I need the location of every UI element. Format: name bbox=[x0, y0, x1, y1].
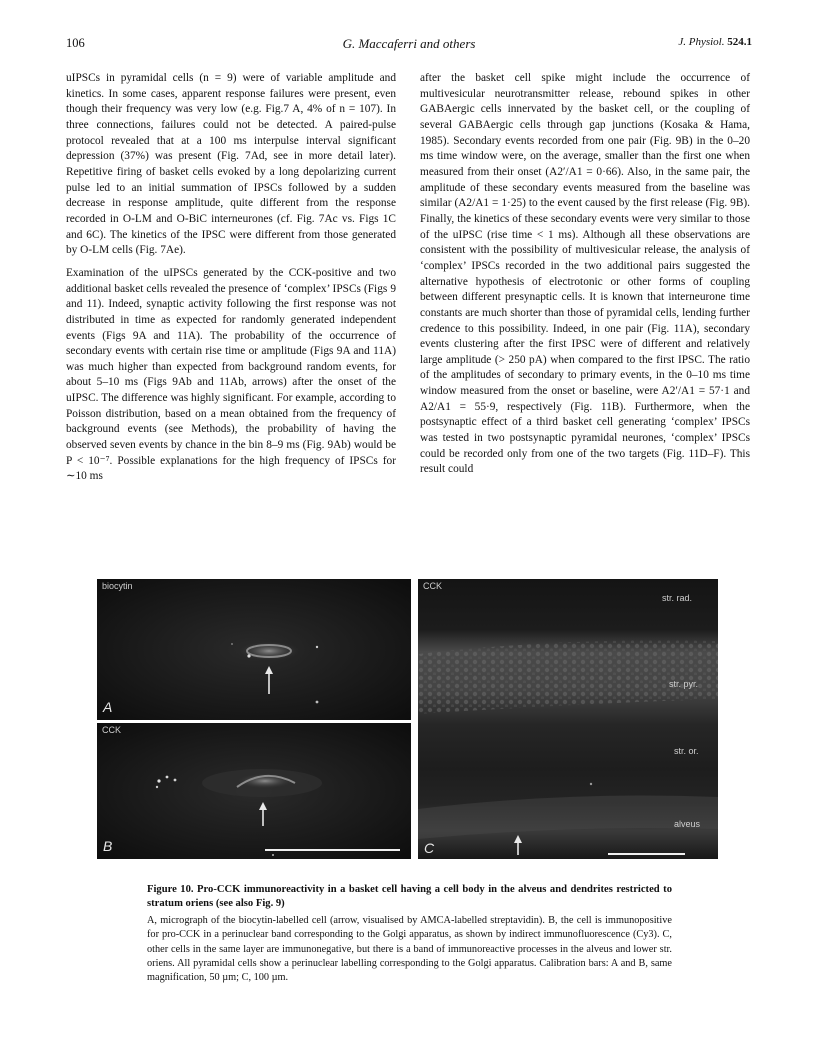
journal-reference bbox=[678, 36, 752, 48]
layer-label-str-rad: str. rad. bbox=[662, 593, 693, 603]
panel-b-letter: B bbox=[103, 838, 113, 854]
running-head: G. Maccaferri and others bbox=[342, 36, 476, 51]
micrograph-b-image bbox=[97, 723, 411, 859]
body-paragraph: uIPSCs in pyramidal cells (n = 9) were of variable amplitude and kinetics. In some cases, apparent response failures were present, even though their frequency was very low (e.g. Fig.7 A, 4% of n = 107). In three connections, failures could not be detected. A paired-pulse protocol revealed that at a 100 ms interpulse interval significant depression (37%) was present (Fig. 7Ad, see in more detail later). Repetitive firing of basket cells evoked by a long depolarizing current pulse led to an initial summation of IPSCs followed by a sudden decrease in response amplitude, quite different from the response recorded in O-LM and O-BiC interneurones (cf. Fig. 7Ac vs. Figs 1C and 6C). The kinetics of the IPSC were different from those generated by O-LM cells (Fig. 7Ae). bbox=[66, 72, 396, 257]
micrograph-panel-c bbox=[418, 579, 718, 859]
micrograph-panel-a bbox=[97, 579, 411, 720]
panel-c-label: CCK bbox=[423, 581, 443, 591]
layer-label-str-pyr: str. pyr. bbox=[669, 679, 699, 689]
left-text-column bbox=[66, 71, 396, 485]
layer-label-str-or: str. or. bbox=[674, 746, 699, 756]
journal-volume: 524.1 bbox=[727, 36, 752, 48]
page-number: 106 bbox=[66, 36, 85, 50]
body-paragraph: Examination of the uIPSCs generated by the CCK-positive and two additional basket cells revealed the presence of ‘complex’ IPSCs (Figs 9 and 11). Indeed, synaptic activity following the first response was not distributed in time as expected for randomly generated independent events (Figs 9A and 11A). The probability of the occurrence of secondary events with certain rise time or amplitude (Figs 9A and 11A) was much higher than expected from background random events, for about 5–10 ms (Figs 9Ab and 11Ab, arrows) after the onset of the uIPSC. The difference was highly significant. For example, according to Poisson distribution, based on a mean obtained from the frequency of background events (see Methods), the probability of having the observed seven events by chance in the bin 8–9 ms (Fig. 9Ab) would be P < 10⁻⁷. Possible explanations for the high frequency of IPSCs for ∼10 ms bbox=[66, 266, 396, 483]
layer-label-alveus: alveus bbox=[674, 819, 701, 829]
right-text-column bbox=[420, 71, 750, 478]
micrograph-c-image bbox=[418, 579, 718, 859]
micrograph-a-image bbox=[97, 579, 411, 720]
page-header bbox=[66, 36, 752, 52]
body-paragraph: after the basket cell spike might include the occurrence of multivesicular neurotransmitter release, rebound spikes in other GABAergic cells innervated by the basket cell, or the coupling of several GABAergic cells through gap junctions (Kosaka & Hama, 1985). Secondary events recorded from one pair (Fig. 9B) in the 0–20 ms time window were, on the average, smaller than the first one when measured from their onset (A2′/A1 = 0·66). Also, in the same pair, the amplitude of these secondary events measured from the baseline was similar (A2/A1 = 1·25) to the event caused by the first release (Fig. 9B). Finally, the kinetics of these secondary events were very similar to those of the uIPSC (rise time < 1 ms). Although all these observations are consistent with the possibility of multivesicular release, the analysis of ‘complex’ IPSCs recorded in the two additional pairs suggested the alternative hypothesis of electrotonic or other forms of coupling between different presynaptic cells. It is known that interneurone time constants are much shorter than those of pyramidal cells, lending further credence to this possibility. Indeed, in one pair (Fig. 11A), secondary events clustering after the first IPSC were of different and relatively large amplitude (> 250 pA) when compared to the first IPSC. The ratio of the amplitudes of secondary to primary events, in the 0–10 ms time window measured from the onset or baseline, were A2′/A1 = 57·1 and A2/A1 = 55·9, respectively (Fig. 11B). Furthermore, when the postsynaptic effect of a third basket cell generating ‘complex’ IPSCs was tested in two postsynaptic pyramidal neurones, ‘complex’ IPSCs could be recorded only from one of the two targets (Fig. 11D–F). This result could bbox=[420, 72, 750, 476]
caption-title: Figure 10. Pro-CCK immunoreactivity in a basket cell having a cell body in the alveus and dendrites restricted to stratum oriens (see also Fig. 9) bbox=[147, 884, 672, 910]
panel-b-label: CCK bbox=[102, 725, 122, 735]
figure-caption bbox=[147, 883, 672, 986]
panel-a-label: biocytin bbox=[102, 581, 133, 591]
panel-a-letter: A bbox=[103, 699, 113, 715]
micrograph-panel-b bbox=[97, 723, 411, 859]
panel-c-letter: C bbox=[424, 840, 435, 856]
caption-body: A, micrograph of the biocytin-labelled cell (arrow, visualised by AMCA-labelled streptavidin). B, the cell is immunopositive for pro-CCK in a perinuclear band corresponding to the Golgi apparatus, as shown by indirect immunofluorescence (Cy3). C, other cells in the same layer are immunonegative, but there is a band of immunoreactive processes in the alveus and lower str. oriens. All pyramidal cells show a perinuclear labelling corresponding to the Golgi apparatus. Calibration bars: A and B, same magnification, 50 µm; C, 100 µm. bbox=[147, 914, 672, 984]
journal-name: J. Physiol. bbox=[678, 36, 725, 48]
